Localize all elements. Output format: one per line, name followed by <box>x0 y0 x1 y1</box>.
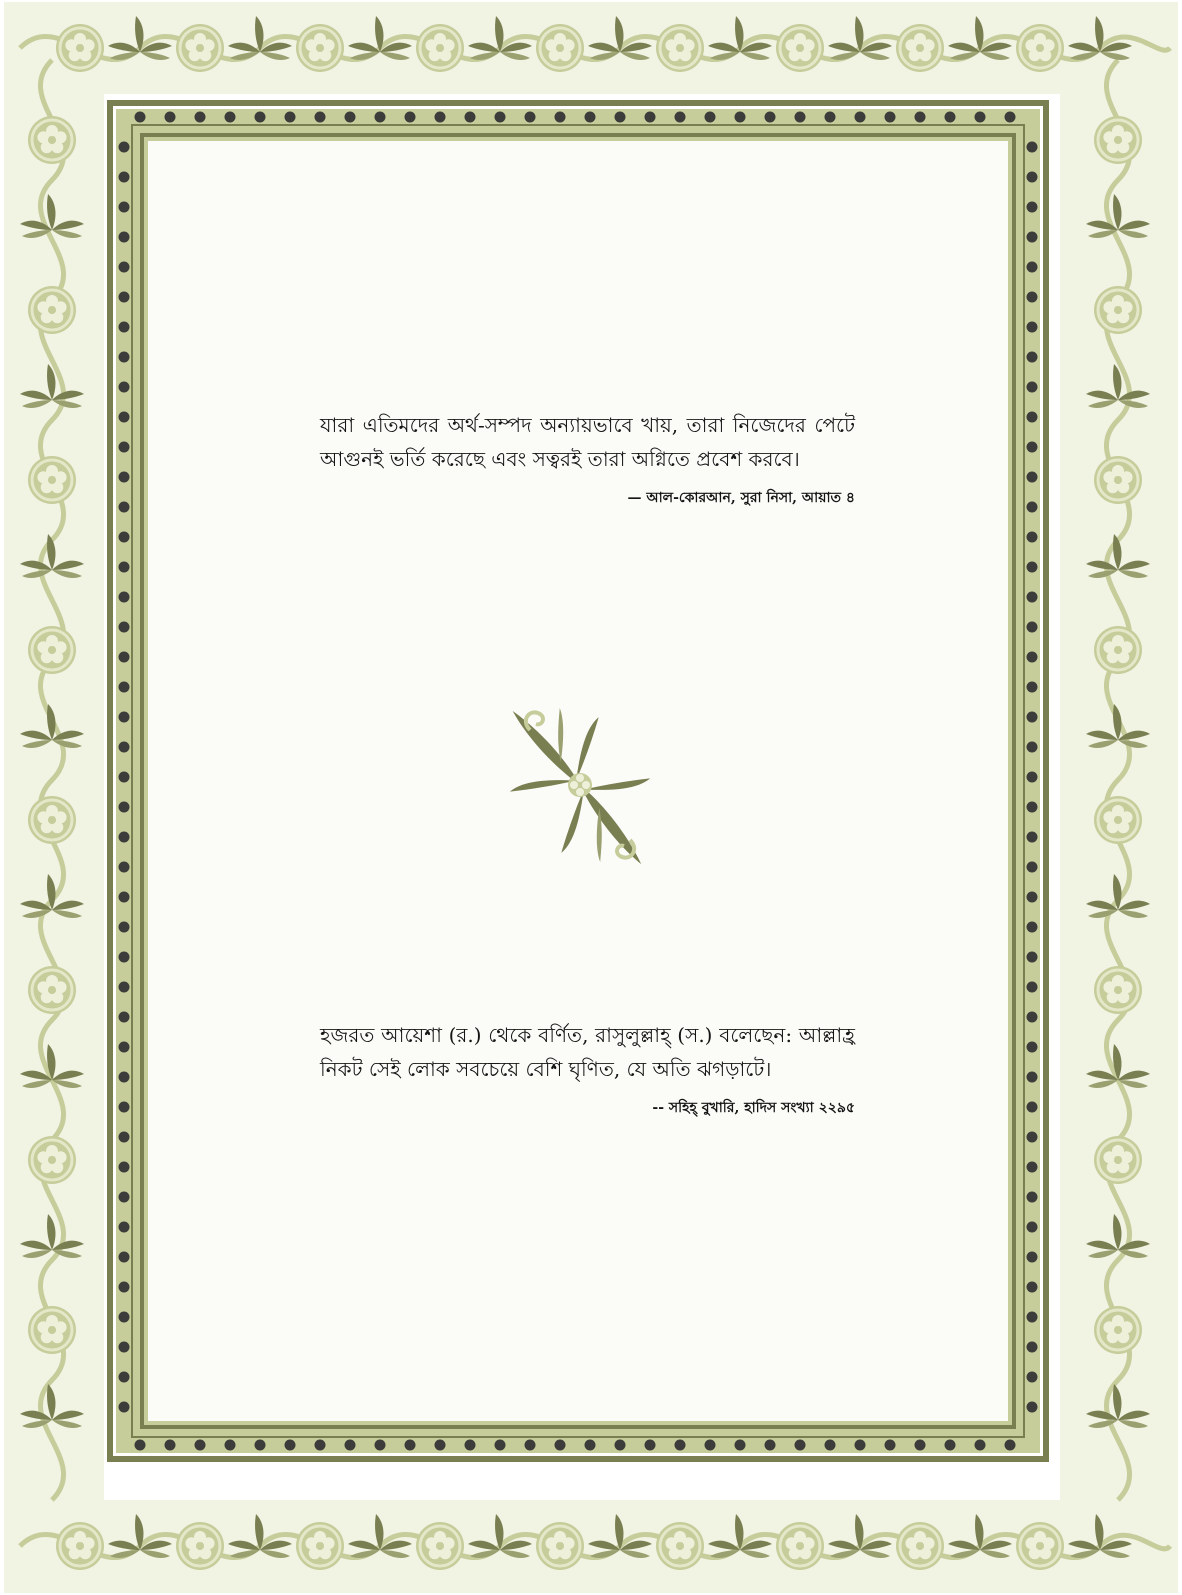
frame-dot <box>915 1440 926 1451</box>
frame-dot <box>119 502 130 513</box>
frame-dot <box>945 1440 956 1451</box>
frame-dot <box>119 1282 130 1293</box>
frame-dot <box>1027 1372 1038 1383</box>
frame-dot <box>405 112 416 123</box>
frame-dot <box>135 112 146 123</box>
frame-dot <box>119 562 130 573</box>
frame-dot <box>465 1440 476 1451</box>
frame-dot <box>465 112 476 123</box>
frame-dot <box>1027 532 1038 543</box>
frame-dot <box>119 832 130 843</box>
frame-dot <box>735 112 746 123</box>
frame-dot <box>1027 142 1038 153</box>
frame-dot <box>1027 292 1038 303</box>
frame-dot <box>975 1440 986 1451</box>
frame-dot <box>765 112 776 123</box>
frame-dot <box>119 472 130 483</box>
frame-dot <box>855 1440 866 1451</box>
frame-dot <box>119 1042 130 1053</box>
frame-dot <box>525 112 536 123</box>
frame-dot <box>585 112 596 123</box>
frame-dot <box>1027 1162 1038 1173</box>
frame-dot <box>119 442 130 453</box>
frame-dot <box>885 1440 896 1451</box>
frame-dot <box>345 112 356 123</box>
frame-dot <box>255 112 266 123</box>
frame-dot <box>1027 892 1038 903</box>
frame-dot <box>119 1372 130 1383</box>
frame-dot <box>1027 862 1038 873</box>
frame-dot <box>119 1132 130 1143</box>
frame-dot <box>855 112 866 123</box>
frame-dot <box>945 112 956 123</box>
frame-dot <box>195 1440 206 1451</box>
frame-dot <box>119 772 130 783</box>
frame-dot <box>1027 1072 1038 1083</box>
frame-dot <box>675 112 686 123</box>
frame-dot <box>765 1440 776 1451</box>
frame-dot <box>119 1222 130 1233</box>
frame-dot <box>1027 1402 1038 1413</box>
frame-dot <box>119 262 130 273</box>
frame-dot <box>1027 1042 1038 1053</box>
quote-text: যারা এতিমদের অর্থ-সম্পদ অন্যায়ভাবে খায়, তারা নিজেদের পেটে আগুনই ভর্তি করেছে এবং সত্বরই তারা অগ্নিতে প্রবেশ করবে। <box>320 413 855 471</box>
frame-dot <box>1027 922 1038 933</box>
frame-dot <box>795 112 806 123</box>
frame-dot <box>119 1312 130 1323</box>
frame-dot <box>119 202 130 213</box>
frame-dot <box>1027 412 1038 423</box>
quote-text: হজরত আয়েশা (র.) থেকে বর্ণিত, রাসুলুল্লাহ্ (স.) বলেছেন: আল্লাহ্র নিকট সেই লোক সবচেয়ে বেশি ঘৃণিত, যে অতি ঝগড়াটে। <box>320 1023 855 1081</box>
frame-dot <box>1027 472 1038 483</box>
frame-dot <box>1027 592 1038 603</box>
frame-dot <box>1027 352 1038 363</box>
quote-block-quran <box>320 408 855 508</box>
frame-dot <box>495 112 506 123</box>
frame-dot <box>119 1342 130 1353</box>
frame-dot <box>119 232 130 243</box>
frame-dot <box>705 1440 716 1451</box>
frame-dot <box>195 112 206 123</box>
frame-dot <box>645 1440 656 1451</box>
frame-dot <box>435 112 446 123</box>
frame-dot <box>1027 682 1038 693</box>
frame-dot <box>119 352 130 363</box>
frame-dot <box>1027 832 1038 843</box>
frame-dot <box>119 172 130 183</box>
frame-dot <box>119 682 130 693</box>
frame-dot <box>1027 742 1038 753</box>
frame-dot <box>119 922 130 933</box>
frame-dot <box>165 1440 176 1451</box>
frame-dot <box>675 1440 686 1451</box>
frame-dot <box>119 1012 130 1023</box>
frame-dot <box>1027 442 1038 453</box>
frame-dot <box>1027 1312 1038 1323</box>
frame-dot <box>1005 112 1016 123</box>
frame-dot <box>1027 1252 1038 1263</box>
frame-dot <box>525 1440 536 1451</box>
frame-dot <box>1027 802 1038 813</box>
frame-dot <box>1027 1222 1038 1233</box>
frame-dot <box>555 112 566 123</box>
frame-dot <box>135 1440 146 1451</box>
quote-citation: — আল-কোরআন, সুরা নিসা, আয়াত ৪ <box>627 490 855 506</box>
frame-dot <box>495 1440 506 1451</box>
frame-dot <box>585 1440 596 1451</box>
frame-dot <box>315 1440 326 1451</box>
frame-dot <box>825 1440 836 1451</box>
frame-dot <box>119 892 130 903</box>
frame-dot <box>119 1162 130 1173</box>
frame-dot <box>255 1440 266 1451</box>
frame-dot <box>119 1072 130 1083</box>
frame-dot <box>119 412 130 423</box>
frame-dot <box>405 1440 416 1451</box>
frame-dot <box>119 1102 130 1113</box>
frame-dot <box>1027 322 1038 333</box>
frame-dot <box>1027 232 1038 243</box>
frame-dot <box>435 1440 446 1451</box>
frame-dot <box>1027 622 1038 633</box>
frame-dot <box>315 112 326 123</box>
frame-dot <box>285 1440 296 1451</box>
frame-dot <box>1027 202 1038 213</box>
frame-dot <box>1027 562 1038 573</box>
frame-dot <box>119 142 130 153</box>
frame-dot <box>1027 172 1038 183</box>
frame-dot <box>1027 952 1038 963</box>
quote-block-hadith <box>320 1018 855 1118</box>
frame-dot <box>119 742 130 753</box>
frame-dot <box>119 712 130 723</box>
frame-dot <box>225 112 236 123</box>
frame-dot <box>615 112 626 123</box>
frame-dot <box>1027 1282 1038 1293</box>
frame-dot <box>1027 772 1038 783</box>
frame-dot <box>555 1440 566 1451</box>
floral-ornament-icon <box>510 690 650 880</box>
frame-dot <box>975 112 986 123</box>
frame-dot <box>1027 262 1038 273</box>
frame-dot <box>645 112 656 123</box>
frame-dot <box>119 532 130 543</box>
frame-dot <box>119 622 130 633</box>
frame-dot <box>119 592 130 603</box>
frame-dot <box>119 382 130 393</box>
frame-dot <box>345 1440 356 1451</box>
frame-dot <box>119 652 130 663</box>
frame-dot <box>615 1440 626 1451</box>
frame-dot <box>119 862 130 873</box>
frame-dot <box>795 1440 806 1451</box>
frame-dot <box>915 112 926 123</box>
frame-dot <box>1005 1440 1016 1451</box>
frame-dot <box>285 112 296 123</box>
frame-dot <box>735 1440 746 1451</box>
frame-dot <box>1027 1342 1038 1353</box>
frame-dot <box>119 1192 130 1203</box>
frame-dot <box>1027 652 1038 663</box>
frame-dot <box>1027 502 1038 513</box>
frame-dot <box>119 1402 130 1413</box>
frame-dot <box>375 1440 386 1451</box>
frame-dot <box>1027 382 1038 393</box>
quote-citation: -- সহিহ্ বুখারি, হাদিস সংখ্যা ২২৯৫ <box>652 1100 855 1116</box>
frame-dot <box>705 112 716 123</box>
frame-dot <box>119 952 130 963</box>
frame-dot <box>1027 1012 1038 1023</box>
frame-dot <box>1027 1132 1038 1143</box>
frame-dot <box>119 322 130 333</box>
frame-dot <box>1027 1102 1038 1113</box>
frame-dot <box>119 982 130 993</box>
frame-dot <box>1027 982 1038 993</box>
frame-dot <box>885 112 896 123</box>
frame-dot <box>1027 1192 1038 1203</box>
frame-dot <box>375 112 386 123</box>
frame-dot <box>119 802 130 813</box>
frame-dot <box>1027 712 1038 723</box>
frame-dot <box>119 292 130 303</box>
frame-dot <box>225 1440 236 1451</box>
frame-dot <box>825 112 836 123</box>
frame-dot <box>119 1252 130 1263</box>
frame-dot <box>165 112 176 123</box>
